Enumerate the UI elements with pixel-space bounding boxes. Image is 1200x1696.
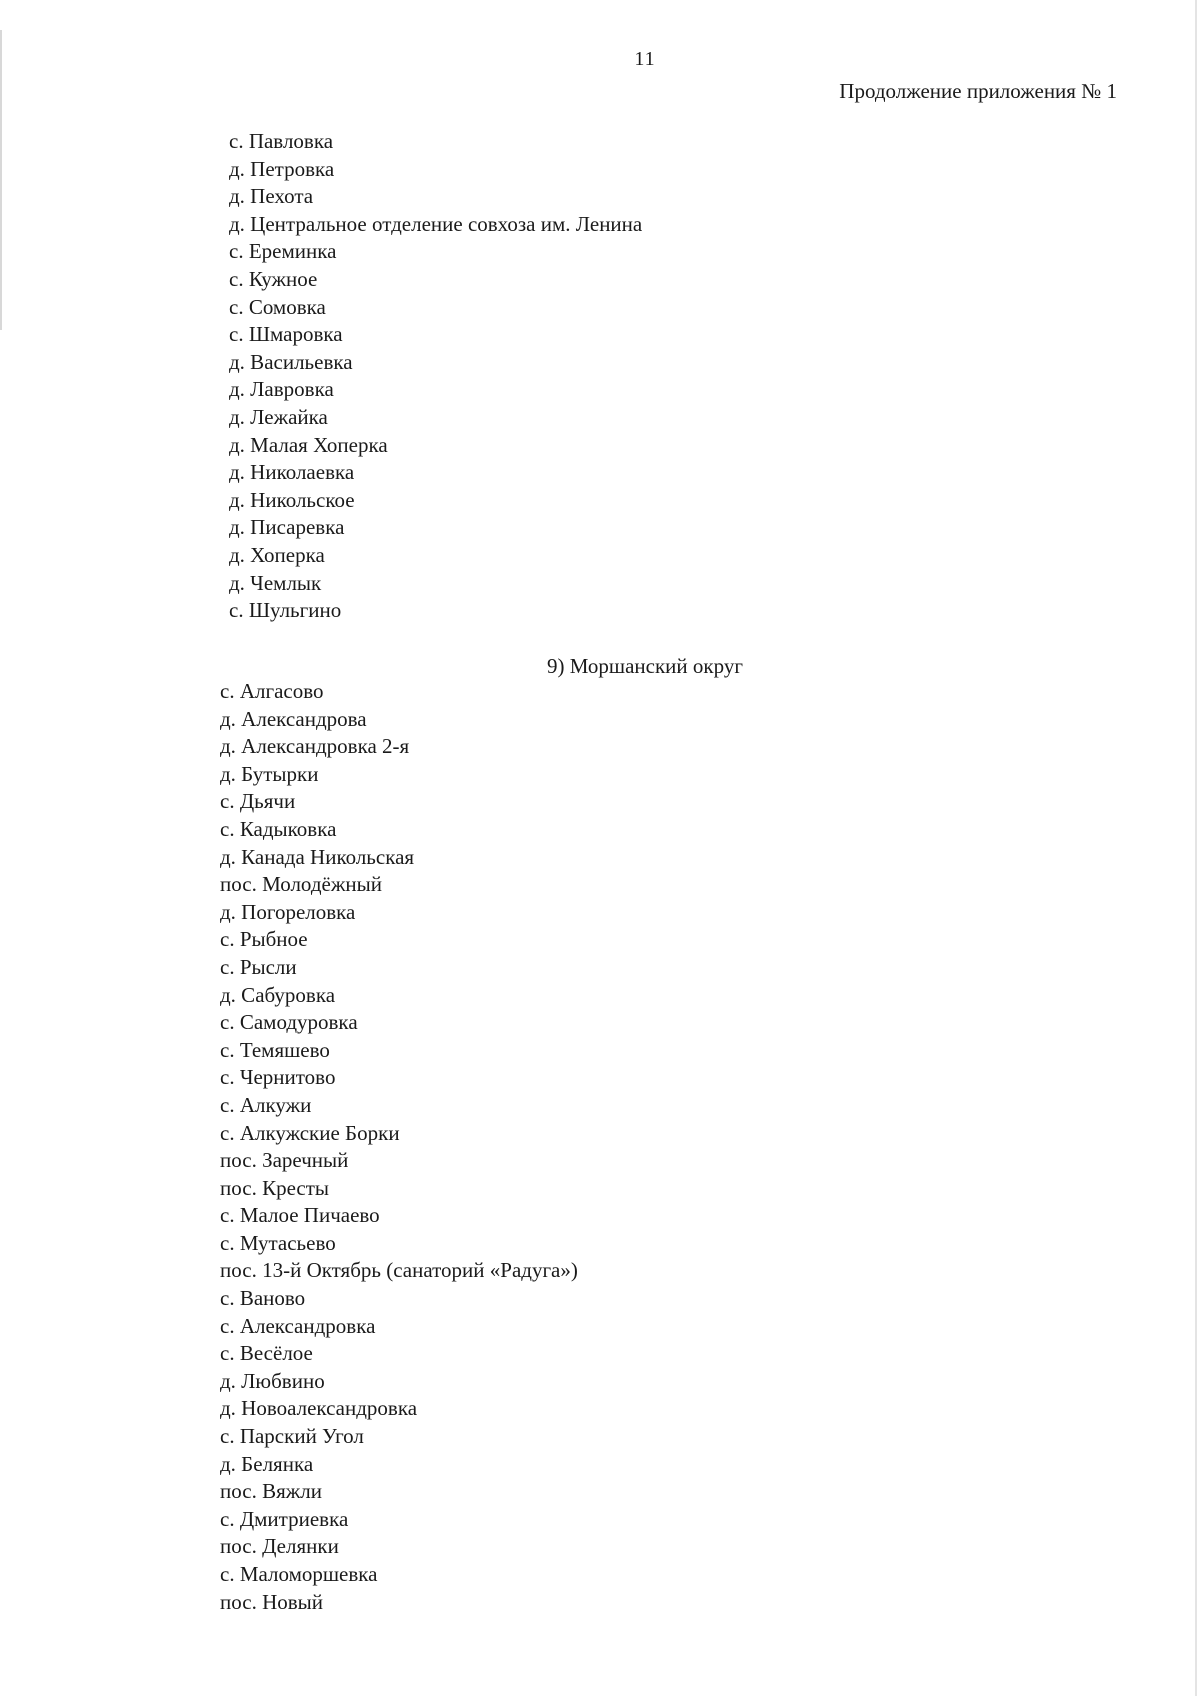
- settlement-item: пос. Молодёжный: [220, 872, 382, 897]
- settlement-item: пос. Делянки: [220, 1534, 339, 1559]
- settlement-item: пос. Заречный: [220, 1148, 349, 1173]
- settlement-item: с. Мутасьево: [220, 1230, 336, 1255]
- settlement-item: д. Лежайка: [229, 404, 328, 429]
- settlement-item: д. Александровка 2-я: [220, 734, 410, 759]
- settlement-item: с. Рыбное: [220, 927, 308, 952]
- settlement-item: д. Николаевка: [229, 460, 355, 485]
- scan-edge-right: [1195, 0, 1197, 1696]
- settlement-item: пос. 13-й Октябрь (санаторий «Радуга»): [220, 1258, 578, 1283]
- settlement-item: д. Любвино: [220, 1368, 325, 1393]
- settlement-item: д. Писаревка: [229, 515, 345, 540]
- settlement-list-continued: [229, 128, 642, 625]
- settlement-item: с. Ереминка: [229, 239, 337, 264]
- settlement-item: пос. Новый: [220, 1589, 324, 1614]
- settlement-item: с. Шульгино: [229, 598, 342, 623]
- settlement-item: д. Пехота: [229, 184, 314, 209]
- settlement-item: с. Маломоршевка: [220, 1562, 378, 1586]
- settlement-item: д. Центральное отделение совхоза им. Ленина: [229, 211, 643, 236]
- settlement-item: с. Малое Пичаево: [220, 1203, 380, 1228]
- page-number: 11: [634, 48, 656, 70]
- scan-edge-left: [0, 30, 2, 330]
- settlement-item: с. Чернитово: [220, 1065, 336, 1090]
- settlement-item: д. Бутырки: [220, 761, 319, 786]
- settlement-item: д. Погореловка: [220, 899, 356, 924]
- settlement-item: пос. Вяжли: [220, 1479, 322, 1504]
- settlement-item: с. Парский Угол: [220, 1424, 364, 1449]
- settlement-item: д. Новоалександровка: [220, 1396, 418, 1421]
- settlement-item: с. Рысли: [220, 954, 297, 979]
- settlement-item: с. Александровка: [220, 1313, 376, 1338]
- settlement-list-morshansky: [220, 678, 578, 1616]
- settlement-item: с. Дмитриевка: [220, 1506, 349, 1531]
- settlement-item: с. Шмаровка: [229, 322, 343, 347]
- settlement-item: д. Александрова: [220, 706, 367, 731]
- settlement-item: с. Дьячи: [220, 789, 296, 814]
- settlement-item: с. Ваново: [220, 1286, 306, 1311]
- settlement-item: д. Петровка: [229, 156, 335, 181]
- settlement-item: д. Никольское: [229, 487, 355, 512]
- settlement-item: с. Сомовка: [229, 294, 326, 319]
- settlement-item: пос. Кресты: [220, 1175, 330, 1200]
- appendix-continuation-note: Продолжение приложения № 1: [839, 79, 1117, 103]
- settlement-item: с. Алкужские Борки: [220, 1120, 400, 1145]
- settlement-item: д. Белянка: [220, 1451, 314, 1476]
- settlement-item: с. Темяшево: [220, 1037, 330, 1062]
- settlement-item: д. Малая Хоперка: [229, 432, 388, 457]
- settlement-item: с. Алкужи: [220, 1092, 312, 1117]
- settlement-item: д. Канада Никольская: [220, 844, 415, 869]
- settlement-item: с. Павловка: [229, 129, 334, 153]
- settlement-item: с. Кужное: [229, 266, 318, 291]
- settlement-item: с. Кадыковка: [220, 816, 337, 841]
- settlement-item: с. Весёлое: [220, 1341, 313, 1366]
- settlement-item: с. Алгасово: [220, 679, 324, 703]
- settlement-item: с. Самодуровка: [220, 1010, 358, 1035]
- settlement-item: д. Сабуровка: [220, 982, 336, 1007]
- district-heading: 9) Моршанский округ: [547, 654, 743, 678]
- settlement-item: д. Чемлык: [229, 570, 322, 595]
- settlement-item: д. Лавровка: [229, 377, 334, 402]
- settlement-item: д. Хоперка: [229, 542, 325, 567]
- settlement-item: д. Васильевка: [229, 349, 353, 374]
